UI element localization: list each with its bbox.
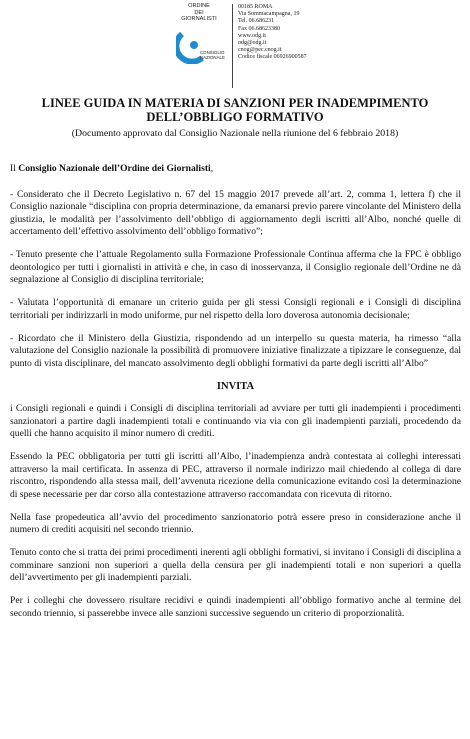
consideration-paragraph: - Considerato che il Decreto Legislativo n. 67 del 15 maggio 2017 prevede all’art. 2, comma 1, lettera f) che il Consiglio nazionale “disciplina con propria determinazione, da emanarsi previo parere vincolante del Ministero della giustizia, le modalità per l’assolvimento dell’obbligo di aggiornamento degli iscritti all’Albo, nonché quelle di accertamento dell’effettivo assolvimento dell’obbligo formativo”; [10, 188, 461, 237]
invita-heading: INVITA [216, 380, 255, 392]
contact-pec: cnog@pec.cnog.it [238, 47, 282, 54]
seal-caption-line: CONSIGLIO [200, 50, 225, 55]
org-name-line: ORDINE [188, 3, 210, 9]
seal-caption [200, 50, 240, 60]
org-name-line: GIORNALISTI [181, 16, 217, 23]
title-line: DELL’OBBLIGO FORMATIVO [146, 110, 324, 124]
header-divider [232, 4, 233, 88]
contact-street: Via Sommacampagna, 19 [238, 11, 300, 18]
intro-council-name: Consiglio Nazionale dell’Ordine dei Giornalisti [18, 163, 211, 174]
consideration-paragraph: - Valutata l’opportunità di emanare un criterio guida per gli stessi Consigli regionali e i Consigli di disciplina territoriali per indirizzarli in modo uniforme, pur nel rispetto della loro doverosa autonomia decisionale; [10, 297, 461, 321]
contact-address: 00185 ROMA [238, 4, 273, 10]
contact-website: www.odg.it [238, 32, 266, 39]
contact-tax-code: Codice fiscale 06926900587 [238, 54, 307, 61]
document-body [10, 163, 461, 631]
provision-paragraph: Tenuto conto che si tratta dei primi procedimenti inerenti agli obblighi formativi, si invitano i Consigli di disciplina a comminare sanzioni non superiori a quella della censura per gli inadempienti totali e non superiori a quella dell’avvertimento per gli inadempienti parziali. [10, 547, 461, 583]
contact-phone: Tel. 06.686231 [238, 18, 275, 25]
title-line: LINEE GUIDA IN MATERIA DI SANZIONI PER INADEMPIMENTO [41, 96, 429, 110]
contact-fax: Fax 06.68623380 [238, 25, 280, 32]
document-subtitle: (Documento approvato dal Consiglio Nazionale nella riunione del 6 febbraio 2018) [71, 128, 399, 139]
seal-caption-line: NAZIONALE [200, 55, 225, 60]
org-name-line: DEI [194, 9, 204, 16]
contact-block [238, 4, 358, 62]
document-title [10, 96, 460, 124]
provision-paragraph: Essendo la PEC obbligatoria per tutti gli iscritti all’Albo, l’inadempienza andrà contestata ai colleghi interessati attraverso la mail certificata. In assenza di PEC, attraverso il normale indirizzo mail chiedendo al collega di dare riscontro, rispondendo alla stessa mail, dell’avvenuta ricezione della comunicazione evitando così la determinazione di spese necessarie per dar corso alla contestazione attraverso raccomandata con ricevuta di ritorno. [10, 451, 461, 500]
provision-paragraph: Nella fase propedeutica all’avvio del procedimento sanzionatorio potrà essere preso in considerazione anche il numero di crediti acquisiti nel secondo triennio. [10, 511, 461, 535]
intro-prefix: Il [10, 163, 19, 174]
consideration-paragraph: - Tenuto presente che l’attuale Regolamento sulla Formazione Professionale Continua afferma che la FPC è obbligo deontologico per tutti i giornalisti in attività e che, in caso di inosservanza, il Consiglio regionale dell’Ordine ne dà segnalazione al Consiglio di disciplina territoriale; [10, 249, 461, 285]
contact-email: odg@odg.it [238, 40, 267, 47]
intro-suffix: , [210, 163, 214, 174]
org-logo-text [166, 3, 232, 23]
consideration-paragraph: - Ricordato che il Ministero della Giustizia, rispondendo ad un interpello su questa materia, ha rimesso “alla valutazione del Consiglio nazionale la possibilità di promuovere iniziative finalizzate a tipizzare le conseguenze, dal punto di vista disciplinare, del mancato assolvimento degli obblighi formativi da parte degli iscritti all’Albo” [10, 332, 461, 369]
provision-paragraph: Per i colleghi che dovessero risultare recidivi e quindi inadempienti all’obbligo formativo anche al termine del secondo triennio, si passerebbe invece alle sanzioni successive seguendo un criterio di proporzionalità. [10, 595, 461, 619]
intro-paragraph [10, 163, 461, 176]
provision-paragraph: i Consigli regionali e quindi i Consigli di disciplina territoriali ad avviare per tutti gli inadempienti i procedimenti sanzionatori a partire dagli inadempienti totali e continuando via via con gli inadempienti parziali, procedendo da quelli che hanno acquisito il minor numero di crediti. [10, 403, 461, 439]
